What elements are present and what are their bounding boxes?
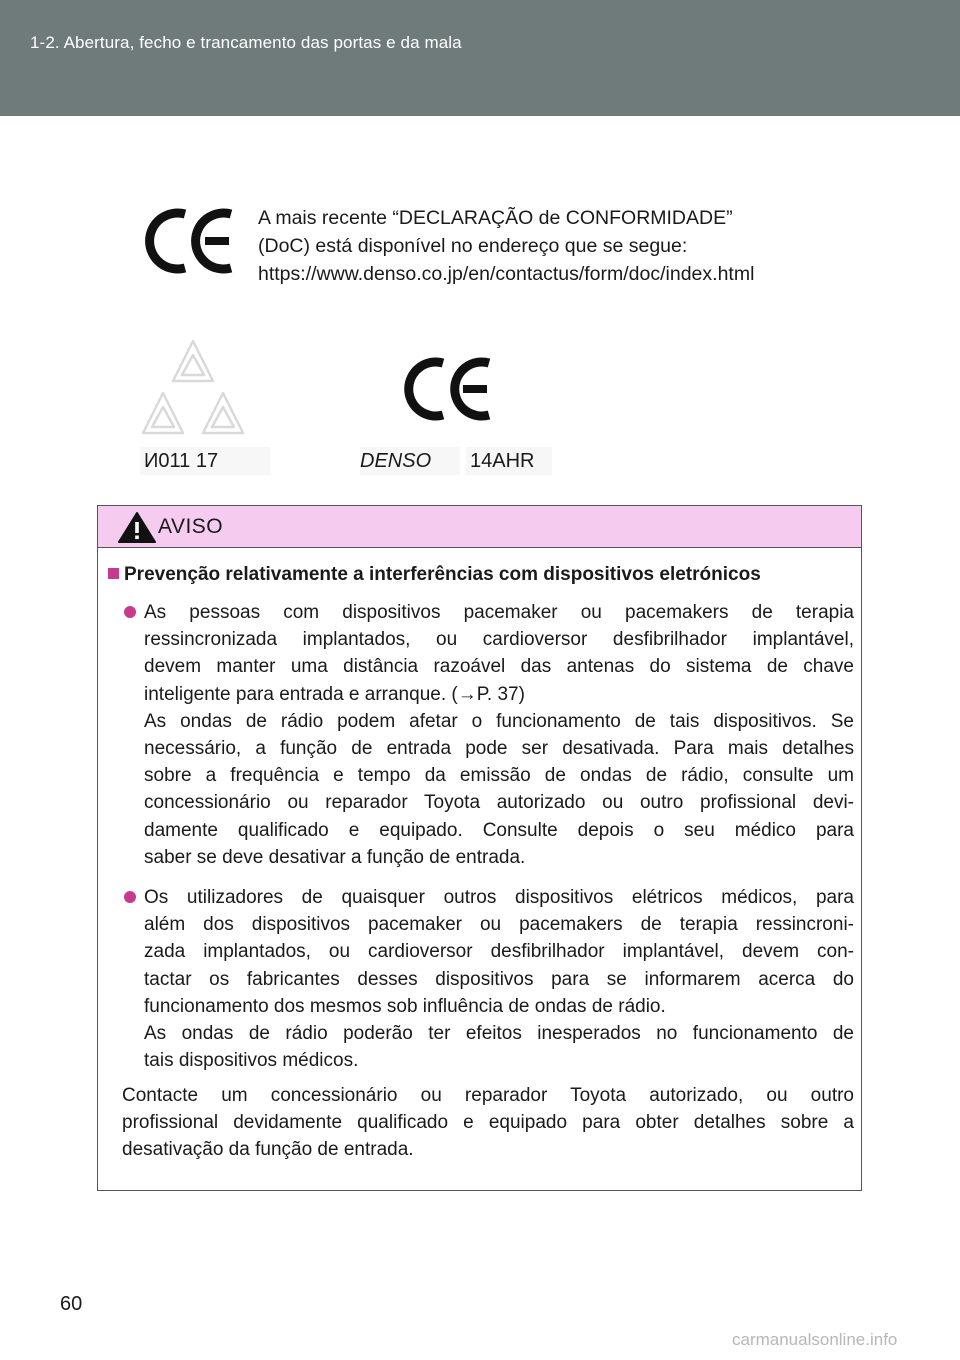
list-item	[124, 884, 854, 1074]
section-title-text: Prevenção relativamente a interferências com dispositivos eletrónicos	[124, 564, 761, 585]
text-line: sobre a frequência e tempo da emissão de ondas de rádio, consulte um	[144, 765, 854, 787]
certification-code: И011 17	[140, 447, 270, 475]
text-line: desativação da função de entrada.	[122, 1139, 414, 1161]
ce-mark-icon	[403, 357, 495, 421]
doc-notice-line: (DoC) está disponível no endereço que se segue:	[258, 235, 688, 257]
text-line: damente qualificado e equipado. Consulte depois o seu médico para	[144, 819, 854, 841]
warning-header	[98, 506, 861, 548]
header-bar	[0, 0, 960, 116]
model-code: 14AHR	[466, 447, 552, 475]
ce-mark-icon	[145, 208, 237, 274]
text-line: inteligente para entrada e arranque. (→P. 37)	[144, 683, 525, 705]
warning-icon	[117, 511, 157, 544]
text-line: As pessoas com dispositivos pacemaker ou pacemakers de terapia	[124, 599, 854, 626]
manufacturer-name: DENSO	[360, 447, 460, 475]
dot-bullet-icon	[124, 606, 136, 618]
square-bullet-icon	[108, 568, 119, 579]
text-line: funcionamento dos mesmos sob influência de ondas de rádio.	[144, 995, 666, 1017]
text-line: além dos dispositivos pacemaker ou pacemakers de terapia ressincroni-	[144, 914, 854, 936]
text-line: Contacte um concessionário ou reparador Toyota autorizado, ou outro	[122, 1085, 854, 1106]
doc-notice	[258, 204, 838, 288]
doc-notice-line: A mais recente “DECLARAÇÃO de CONFORMIDADE”	[258, 207, 733, 229]
text-line: ressincronizada implantados, ou cardioversor desfibrilhador implantável,	[144, 629, 854, 651]
header-title: 1-2. Abertura, fecho e trancamento das portas e da mala	[30, 33, 462, 52]
watermark: carmanualsonline.info	[732, 1330, 898, 1349]
text-line: tais dispositivos médicos.	[144, 1050, 359, 1072]
text-line: necessário, a função de entrada pode ser desativada. Para mais detalhes	[144, 738, 854, 760]
text-line: profissional devidamente qualificado e equipado para obter detalhes sobre a	[122, 1112, 854, 1134]
doc-url: https://www.denso.co.jp/en/contactus/form/doc/index.html	[258, 263, 755, 285]
warning-footer	[122, 1082, 854, 1164]
text-line: concessionário ou reparador Toyota autorizado ou outro profissional devi-	[144, 792, 854, 814]
text-line: As ondas de rádio podem afetar o funcionamento de tais dispositivos. Se	[144, 710, 854, 732]
triangle-cert-icon	[133, 335, 253, 440]
text-line: As ondas de rádio poderão ter efeitos inesperados no funcionamento de	[144, 1023, 854, 1045]
section-title	[108, 564, 858, 586]
text-line: devem manter uma distância razoável das antenas do sistema de chave	[144, 656, 854, 678]
warning-box	[97, 505, 862, 1191]
text-line: saber se deve desativar a função de entrada.	[144, 846, 526, 868]
page-number: 60	[60, 1293, 83, 1315]
text-line: tactar os fabricantes desses dispositivos para se informarem acerca do	[144, 968, 854, 990]
list-item	[124, 599, 854, 871]
text-line: Os utilizadores de quaisquer outros dispositivos elétricos médicos, para	[124, 884, 854, 911]
dot-bullet-icon	[124, 891, 136, 903]
text-line: zada implantados, ou cardioversor desfibrilhador implantável, devem con-	[144, 941, 854, 963]
warning-label: AVISO	[158, 515, 224, 538]
